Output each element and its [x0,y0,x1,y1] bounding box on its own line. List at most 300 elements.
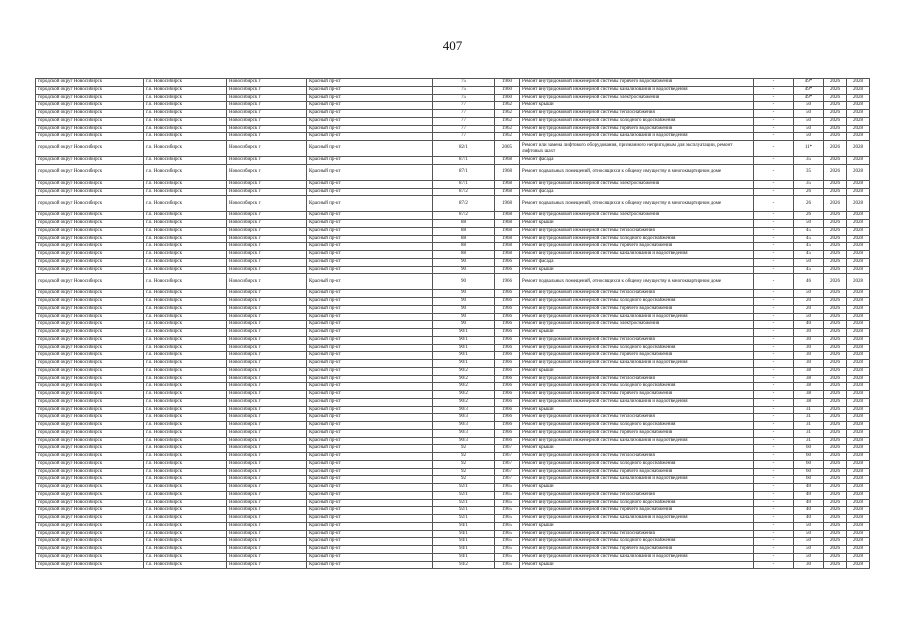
table-row [36,329,870,337]
district-cell: г.о. Новосибирск [144,125,227,133]
house-number-cell: 90 [433,258,495,266]
table-row [36,530,870,538]
city-cell: Новосибирск г [227,352,307,360]
municipality-cell: городской округ Новосибирск [36,188,144,196]
street-cell: Красный пр-кт [307,141,433,157]
house-number-cell: 90 [433,313,495,321]
start-year-cell: 2026 [824,507,847,515]
municipality-cell: городской округ Новосибирск [36,522,144,530]
year-built-cell: 1966 [495,429,520,437]
house-number-cell: 87/1 [433,157,495,165]
work-type-cell: Ремонт внутридомовой инженерной системы горячего водоснабжения [520,507,754,515]
work-type-cell: Ремонт внутридомовой инженерной системы теплоснабжения [520,290,754,298]
house-number-cell: 90/2 [433,367,495,375]
value-cell: 49* [794,79,824,87]
house-number-cell: 94/1 [433,538,495,546]
end-year-cell: 2028 [847,188,870,196]
house-number-cell: 92/1 [433,515,495,523]
year-built-cell: 1966 [495,290,520,298]
value-cell: 30 [794,360,824,368]
start-year-cell: 2026 [824,329,847,337]
table-row [36,383,870,391]
dash-cell: - [754,266,794,274]
city-cell: Новосибирск г [227,453,307,461]
work-type-cell: Ремонт фасада [520,157,754,165]
year-built-cell: 1966 [495,266,520,274]
house-number-cell: 77 [433,102,495,110]
work-type-cell: Ремонт внутридомовой инженерной системы холодного водоснабжения [520,117,754,125]
house-number-cell: 90/1 [433,360,495,368]
value-cell: 45 [794,266,824,274]
year-built-cell: 1967 [495,476,520,484]
street-cell: Красный пр-кт [307,133,433,141]
city-cell: Новосибирск г [227,164,307,180]
start-year-cell: 2026 [824,445,847,453]
work-type-cell: Ремонт крыши [520,266,754,274]
street-cell: Красный пр-кт [307,157,433,165]
start-year-cell: 2026 [824,522,847,530]
table-row [36,133,870,141]
end-year-cell: 2028 [847,86,870,94]
table-row [36,220,870,228]
city-cell: Новосибирск г [227,180,307,188]
city-cell: Новосибирск г [227,298,307,306]
city-cell: Новосибирск г [227,313,307,321]
work-type-cell: Ремонт внутридомовой инженерной системы горячего водоснабжения [520,391,754,399]
municipality-cell: городской округ Новосибирск [36,507,144,515]
municipality-cell: городской округ Новосибирск [36,79,144,87]
start-year-cell: 2026 [824,553,847,561]
street-cell: Красный пр-кт [307,79,433,87]
value-cell: 38 [794,375,824,383]
end-year-cell: 2028 [847,266,870,274]
start-year-cell: 2026 [824,476,847,484]
year-built-cell: 1965 [495,484,520,492]
municipality-cell: городской округ Новосибирск [36,212,144,220]
city-cell: Новосибирск г [227,196,307,212]
work-type-cell: Ремонт внутридомовой инженерной системы электроснабжения [520,321,754,329]
house-number-cell: 77 [433,133,495,141]
end-year-cell: 2028 [847,530,870,538]
end-year-cell: 2028 [847,164,870,180]
municipality-cell: городской округ Новосибирск [36,196,144,212]
municipality-cell: городской округ Новосибирск [36,235,144,243]
district-cell: г.о. Новосибирск [144,530,227,538]
year-built-cell: 1968 [495,251,520,259]
house-number-cell: 88 [433,251,495,259]
start-year-cell: 2026 [824,352,847,360]
table-row [36,391,870,399]
work-type-cell: Ремонт внутридомовой инженерной системы горячего водоснабжения [520,429,754,437]
value-cell: 49* [794,86,824,94]
start-year-cell: 2026 [824,220,847,228]
year-built-cell: 1966 [495,406,520,414]
work-type-cell: Ремонт внутридомовой инженерной системы холодного водоснабжения [520,383,754,391]
year-built-cell: 1965 [495,515,520,523]
district-cell: г.о. Новосибирск [144,102,227,110]
house-number-cell: 92/1 [433,491,495,499]
dash-cell: - [754,110,794,118]
value-cell: 50 [794,538,824,546]
work-type-cell: Ремонт внутридомовой инженерной системы теплоснабжения [520,227,754,235]
value-cell: 50 [794,258,824,266]
year-built-cell: 1965 [495,538,520,546]
dash-cell: - [754,391,794,399]
work-type-cell: Ремонт подвальных помещений, относящихся к общему имуществу в многоквартирном доме [520,196,754,212]
municipality-cell: городской округ Новосибирск [36,164,144,180]
year-built-cell: 1968 [495,188,520,196]
district-cell: г.о. Новосибирск [144,290,227,298]
start-year-cell: 2026 [824,266,847,274]
value-cell: 40 [794,499,824,507]
dash-cell: - [754,274,794,290]
municipality-cell: городской округ Новосибирск [36,360,144,368]
end-year-cell: 2028 [847,491,870,499]
end-year-cell: 2028 [847,414,870,422]
district-cell: г.о. Новосибирск [144,243,227,251]
work-type-cell: Ремонт внутридомовой инженерной системы канализования и водоотведения [520,515,754,523]
street-cell: Красный пр-кт [307,125,433,133]
work-type-cell: Ремонт внутридомовой инженерной системы электроснабжения [520,180,754,188]
start-year-cell: 2026 [824,117,847,125]
dash-cell: - [754,117,794,125]
district-cell: г.о. Новосибирск [144,522,227,530]
house-number-cell: 90/2 [433,398,495,406]
start-year-cell: 2026 [824,227,847,235]
dash-cell: - [754,491,794,499]
city-cell: Новосибирск г [227,484,307,492]
dash-cell: - [754,212,794,220]
end-year-cell: 2028 [847,336,870,344]
city-cell: Новосибирск г [227,437,307,445]
year-built-cell: 1968 [495,243,520,251]
street-cell: Красный пр-кт [307,491,433,499]
work-type-cell: Ремонт подвальных помещений, относящихся к общему имуществу в многоквартирном доме [520,164,754,180]
value-cell: 35 [794,157,824,165]
street-cell: Красный пр-кт [307,530,433,538]
district-cell: г.о. Новосибирск [144,298,227,306]
start-year-cell: 2026 [824,367,847,375]
district-cell: г.о. Новосибирск [144,553,227,561]
year-built-cell: 1962 [495,110,520,118]
city-cell: Новосибирск г [227,422,307,430]
end-year-cell: 2028 [847,94,870,102]
district-cell: г.о. Новосибирск [144,164,227,180]
table-row [36,180,870,188]
value-cell: 60 [794,445,824,453]
table-row [36,499,870,507]
value-cell: 60 [794,460,824,468]
city-cell: Новосибирск г [227,336,307,344]
district-cell: г.о. Новосибирск [144,460,227,468]
year-built-cell: 1966 [495,352,520,360]
value-cell: 40 [794,491,824,499]
district-cell: г.о. Новосибирск [144,383,227,391]
district-cell: г.о. Новосибирск [144,468,227,476]
value-cell: 26 [794,212,824,220]
house-number-cell: 94/1 [433,553,495,561]
table-row [36,94,870,102]
dash-cell: - [754,196,794,212]
table-row [36,406,870,414]
district-cell: г.о. Новосибирск [144,266,227,274]
district-cell: г.о. Новосибирск [144,227,227,235]
dash-cell: - [754,235,794,243]
district-cell: г.о. Новосибирск [144,352,227,360]
district-cell: г.о. Новосибирск [144,329,227,337]
street-cell: Красный пр-кт [307,164,433,180]
district-cell: г.о. Новосибирск [144,188,227,196]
district-cell: г.о. Новосибирск [144,445,227,453]
house-number-cell: 92 [433,460,495,468]
house-number-cell: 88 [433,243,495,251]
year-built-cell: 1968 [495,235,520,243]
value-cell: 50 [794,290,824,298]
city-cell: Новосибирск г [227,522,307,530]
street-cell: Красный пр-кт [307,86,433,94]
value-cell: 50 [794,133,824,141]
municipality-cell: городской округ Новосибирск [36,243,144,251]
end-year-cell: 2028 [847,329,870,337]
year-built-cell: 1966 [495,344,520,352]
table-row [36,125,870,133]
dash-cell: - [754,453,794,461]
year-built-cell: 1966 [495,321,520,329]
year-built-cell: 1962 [495,117,520,125]
city-cell: Новосибирск г [227,86,307,94]
start-year-cell: 2026 [824,391,847,399]
table-row [36,344,870,352]
year-built-cell: 1967 [495,453,520,461]
district-cell: г.о. Новосибирск [144,305,227,313]
street-cell: Красный пр-кт [307,553,433,561]
value-cell: 30 [794,336,824,344]
table-row [36,212,870,220]
start-year-cell: 2026 [824,94,847,102]
municipality-cell: городской округ Новосибирск [36,429,144,437]
end-year-cell: 2028 [847,367,870,375]
city-cell: Новосибирск г [227,141,307,157]
dash-cell: - [754,375,794,383]
district-cell: г.о. Новосибирск [144,375,227,383]
city-cell: Новосибирск г [227,460,307,468]
municipality-cell: городской округ Новосибирск [36,414,144,422]
year-built-cell: 1965 [495,507,520,515]
value-cell: 40 [794,507,824,515]
year-built-cell: 1967 [495,460,520,468]
city-cell: Новосибирск г [227,94,307,102]
work-type-cell: Ремонт внутридомовой инженерной системы канализования и водоотведения [520,313,754,321]
start-year-cell: 2026 [824,141,847,157]
start-year-cell: 2026 [824,133,847,141]
year-built-cell: 1968 [495,164,520,180]
year-built-cell: 1962 [495,102,520,110]
district-cell: г.о. Новосибирск [144,491,227,499]
end-year-cell: 2028 [847,383,870,391]
end-year-cell: 2028 [847,180,870,188]
street-cell: Красный пр-кт [307,266,433,274]
value-cell: 45 [794,227,824,235]
table-row [36,243,870,251]
municipality-cell: городской округ Новосибирск [36,227,144,235]
value-cell: 45 [794,235,824,243]
street-cell: Красный пр-кт [307,235,433,243]
dash-cell: - [754,94,794,102]
table-row [36,352,870,360]
municipality-cell: городской округ Новосибирск [36,530,144,538]
city-cell: Новосибирск г [227,102,307,110]
start-year-cell: 2026 [824,290,847,298]
end-year-cell: 2028 [847,79,870,87]
value-cell: 45 [794,251,824,259]
end-year-cell: 2028 [847,484,870,492]
municipality-cell: городской округ Новосибирск [36,117,144,125]
end-year-cell: 2028 [847,305,870,313]
table-row [36,538,870,546]
dash-cell: - [754,336,794,344]
dash-cell: - [754,561,794,569]
municipality-cell: городской округ Новосибирск [36,484,144,492]
dash-cell: - [754,344,794,352]
street-cell: Красный пр-кт [307,383,433,391]
district-cell: г.о. Новосибирск [144,251,227,259]
table-row [36,414,870,422]
end-year-cell: 2028 [847,360,870,368]
value-cell: 49* [794,94,824,102]
municipality-cell: городской округ Новосибирск [36,86,144,94]
work-type-cell: Ремонт внутридомовой инженерной системы холодного водоснабжения [520,499,754,507]
street-cell: Красный пр-кт [307,352,433,360]
city-cell: Новосибирск г [227,491,307,499]
street-cell: Красный пр-кт [307,321,433,329]
work-type-cell: Ремонт внутридомовой инженерной системы теплоснабжения [520,110,754,118]
district-cell: г.о. Новосибирск [144,360,227,368]
end-year-cell: 2028 [847,290,870,298]
municipality-cell: городской округ Новосибирск [36,258,144,266]
dash-cell: - [754,484,794,492]
municipality-cell: городской округ Новосибирск [36,422,144,430]
street-cell: Красный пр-кт [307,445,433,453]
start-year-cell: 2026 [824,274,847,290]
value-cell: 31 [794,414,824,422]
value-cell: 30 [794,561,824,569]
municipality-cell: городской округ Новосибирск [36,266,144,274]
year-built-cell: 1968 [495,220,520,228]
work-type-cell: Ремонт внутридомовой инженерной системы теплоснабжения [520,336,754,344]
street-cell: Красный пр-кт [307,329,433,337]
district-cell: г.о. Новосибирск [144,507,227,515]
district-cell: г.о. Новосибирск [144,86,227,94]
year-built-cell: 1966 [495,305,520,313]
district-cell: г.о. Новосибирск [144,538,227,546]
table-row [36,227,870,235]
table-row [36,79,870,87]
district-cell: г.о. Новосибирск [144,110,227,118]
work-type-cell: Ремонт внутридомовой инженерной системы электроснабжения [520,212,754,220]
table-row [36,398,870,406]
start-year-cell: 2026 [824,258,847,266]
end-year-cell: 2028 [847,141,870,157]
city-cell: Новосибирск г [227,515,307,523]
street-cell: Красный пр-кт [307,453,433,461]
municipality-cell: городской округ Новосибирск [36,391,144,399]
work-type-cell: Ремонт внутридомовой инженерной системы канализования и водоотведения [520,133,754,141]
end-year-cell: 2028 [847,460,870,468]
end-year-cell: 2028 [847,220,870,228]
table-row [36,491,870,499]
year-built-cell: 1960 [495,86,520,94]
work-type-cell: Ремонт крыши [520,329,754,337]
street-cell: Красный пр-кт [307,406,433,414]
end-year-cell: 2028 [847,429,870,437]
start-year-cell: 2026 [824,110,847,118]
dash-cell: - [754,313,794,321]
house-number-cell: 90/3 [433,429,495,437]
start-year-cell: 2026 [824,429,847,437]
street-cell: Красный пр-кт [307,188,433,196]
year-built-cell: 1966 [495,313,520,321]
city-cell: Новосибирск г [227,507,307,515]
city-cell: Новосибирск г [227,445,307,453]
street-cell: Красный пр-кт [307,468,433,476]
start-year-cell: 2026 [824,468,847,476]
municipality-cell: городской округ Новосибирск [36,476,144,484]
value-cell: 30 [794,344,824,352]
street-cell: Красный пр-кт [307,398,433,406]
municipality-cell: городской округ Новосибирск [36,133,144,141]
city-cell: Новосибирск г [227,398,307,406]
city-cell: Новосибирск г [227,235,307,243]
work-type-cell: Ремонт внутридомовой инженерной системы горячего водоснабжения [520,125,754,133]
year-built-cell: 1966 [495,298,520,306]
dash-cell: - [754,227,794,235]
value-cell: 60 [794,476,824,484]
value-cell: 31 [794,422,824,430]
year-built-cell: 1965 [495,553,520,561]
district-cell: г.о. Новосибирск [144,484,227,492]
value-cell: 26 [794,188,824,196]
value-cell: 38 [794,391,824,399]
street-cell: Красный пр-кт [307,212,433,220]
street-cell: Красный пр-кт [307,251,433,259]
district-cell: г.о. Новосибирск [144,180,227,188]
house-number-cell: 90/3 [433,406,495,414]
work-type-cell: Ремонт фасада [520,258,754,266]
street-cell: Красный пр-кт [307,274,433,290]
end-year-cell: 2028 [847,251,870,259]
start-year-cell: 2026 [824,125,847,133]
end-year-cell: 2028 [847,468,870,476]
city-cell: Новосибирск г [227,561,307,569]
table-row [36,553,870,561]
municipality-cell: городской округ Новосибирск [36,460,144,468]
start-year-cell: 2026 [824,235,847,243]
value-cell: 30 [794,352,824,360]
year-built-cell: 1966 [495,274,520,290]
dash-cell: - [754,546,794,554]
start-year-cell: 2026 [824,313,847,321]
city-cell: Новосибирск г [227,188,307,196]
table-row [36,429,870,437]
year-built-cell: 1966 [495,383,520,391]
start-year-cell: 2026 [824,453,847,461]
table-row [36,375,870,383]
street-cell: Красный пр-кт [307,375,433,383]
district-cell: г.о. Новосибирск [144,499,227,507]
city-cell: Новосибирск г [227,546,307,554]
year-built-cell: 1965 [495,499,520,507]
city-cell: Новосибирск г [227,406,307,414]
